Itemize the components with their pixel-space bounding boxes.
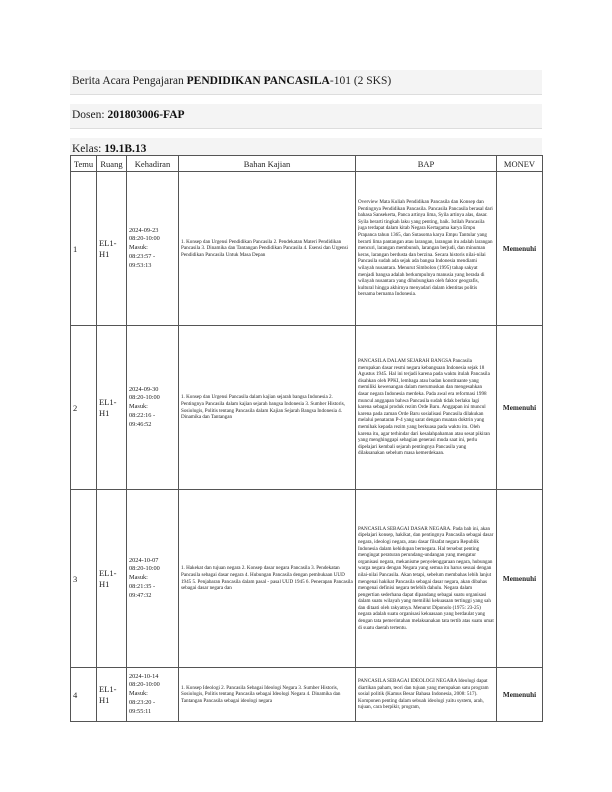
temu-cell: 2 [71, 326, 97, 490]
kehadiran-masuk-label: Masuk: [129, 690, 148, 698]
kehadiran-masuk: 08:21:35 - [129, 582, 156, 590]
title-prefix: Berita Acara Pengajaran [72, 75, 187, 87]
kehadiran-date: 2024-09-23 [129, 226, 159, 234]
course-title-line [70, 70, 542, 95]
table-row [71, 326, 543, 490]
kehadiran-masuk-label: Masuk: [129, 403, 148, 411]
title-suffix: -101 (2 SKS) [329, 75, 392, 87]
kehadiran-cell [127, 668, 179, 722]
kehadiran-cell [127, 326, 179, 490]
bap-cell [356, 326, 497, 490]
kelas-label: Kelas: [72, 143, 105, 155]
bap-cell [356, 668, 497, 722]
bap-cell [356, 490, 497, 668]
dosen-line [70, 104, 542, 129]
bap-text: Overview Mata Kuliah Pendidikan Pancasila dan Konsep dan Pentingnya Pendidikan Pancasila. Pancasila Pancasila berasal dari bahasa Sansekerta, Panca artinya lima, Syila artinya alas, dasar. Syila berarti tingkah laku yang penting, baik. Istilah Pancasila juga terdapat dalam kitab Negara Kertagama karya Empu Prapanca tahun 1365, dan Sutasoma karya Empu Tantular yang berarti lima pantangan atau larangan, larangan itu adalah larangan mencuri, larangan membunuh, larangan berjudi, dan minuman keras, larangan berdusta dan berzina. Secara historis nilai-nilai Pancasila sudah ada sejak ada bangsa Indonesia mendiami wilayah nusantara. Menurut Simbolon (1995) tahap sakyat menjadi bangsa adalah berkumpulnya manusia yang berada di wilayah nusantara yang dihubungkan oleh faktor geografis, kultural hingga akhirnya menyadari dalam identitas politis bersama bernama Indonesia. [358, 199, 493, 298]
kelas-value: 19.1B.13 [104, 143, 147, 155]
table-header-row [71, 156, 543, 172]
kehadiran-keluar: 09:47:32 [129, 591, 152, 599]
monev-cell: Memenuhi [497, 490, 543, 668]
bahan-kajian-cell: 1. Konsep dan Urgensi Pendidikan Pancasila 2. Pendekatan Materi Pendidikan Pancasila 3. Dinamika dan Tantangan Pendidikan Pancasila 4. Esensi dan Urgensi Pendidikan Pancasila Untuk Masa Depan [179, 172, 356, 326]
kehadiran-time: 08:20-10:00 [129, 235, 160, 243]
dosen-label: Dosen: [72, 109, 108, 121]
ruang-cell: EL1-H1 [97, 326, 127, 490]
dosen-value: 201803006-FAP [107, 109, 185, 121]
bap-text: PANCASILA SEBAGAI DASAR NEGARA. Pada bab ini, akan dipelajari konsep, hakikat, dan pentingnya Pancasila sebagai dasar negara, ideologi negara, atau dasar filsafat negara Republik Indonesia dalam kehidupan bernegara. Hal tersebut penting mengingat peraturan perundang-undangan yang mengatur organisasi negara, mekanisme penyelenggaraan negara, hubungan warga negara dengan Negara yang semua itu harus sesuai dengan nilai-nilai Pancasila. Akan tetapi, sebelum membahas lebih lanjut mengenai hakikat Pancasila sebagai dasar negara, akan dibahas mengenai definisi negara terlebih dahulu. Negara dalam pengertian sederhana dapat dipandang sebagai suatu organisasi dalam suatu wilayah yang memiliki kekuasaan tertinggi yang sah dan ditaati oleh rakyatnya. Menurut Diponolo (1975: 23-25) negara adalah suatu organisasi kekuasaan yang berdaulat yang dengan tata pemerintahan melaksanakan tata tertib atas suatu umat di suatu daerah tertentu. [358, 525, 494, 631]
table-row [71, 668, 543, 722]
kehadiran-date: 2024-09-30 [129, 385, 159, 393]
ruang-cell: EL1-H1 [97, 668, 127, 722]
kehadiran-cell [127, 172, 179, 326]
kehadiran-masuk-label: Masuk: [129, 574, 148, 582]
course-name: PENDIDIKAN PANCASILA [186, 75, 330, 87]
kehadiran-cell [127, 490, 179, 668]
bap-text: PANCASILA DALAM SEJARAH BANGSA Pancasila merupakan dasar resmi negara kebangsaan Indonesia sejak 18 Agustus 1945. Hal ini terjadi karena pada waktu itulah Pancasila disahkan oleh PPKI, lembaga atau badan konstituante yang memiliki kewenangan dalam merumuskan dan mengesahkan dasar negara Indonesia merdeka. Pada awal era reformasi 1998 muncul anggapan bahwa Pancasila sudah tidak berlaku lagi karena sebagai produk rezim Orde Baru. Anggapan ini muncul karena pada zaman Orde Baru sosialisasi Pancasila dilakukan melalui penataran P-4 yang sarat dengan muatan doktrin yang memihak kepada rezim yang berkuasa pada waktu itu. Oleh karena itu, agar terhindar dari kesalahpahaman atau sesat pikiran yang menghinggapi sebagian generasi muda saat ini, perlu dipelajari kembali sejarah pentingnya Pancasila yang dilaksanakan sebelum masa kemerdekaan. [358, 358, 490, 457]
bap-cell [356, 172, 497, 326]
bahan-kajian-cell: 1. Konsep Ideologi 2. Pancasila Sebagai Ideologi Negara 3. Sumber Historis, Sosiologis, Politis tentang Pancasila sebagai Ideologi Negara 4. Dinamika dan Tantangan Pancasila sebagai ideologi negara [179, 668, 356, 722]
bap-text: PANCASILA SEBAGAI IDEOLOGI NEGARA Ideologi dapat diartikan paham, teori dan tujuan yang merupakan satu program sosial politik (Kamus Besar Bahasa Indonesia, 2008: 517). Komponen penting dalam sebuah ideologi yaitu system, arah, tujuan, cara berpikir, program, [358, 678, 489, 711]
kehadiran-time: 08:20-10:00 [129, 681, 160, 689]
temu-cell: 1 [71, 172, 97, 326]
bahan-kajian-cell: 1. Hakekat dan tujuan negara 2. Konsep dasar negara Pancasila 3. Pendekatan Pancasila sebagai dasar negara 4. Hubungan Pancasila dengan pembukaan UUD 1945 5. Penjabaran Pancasila dalam pasal - pasal UUD 1945 6. Penerapan Pancasila sebagai dasar negara dan [179, 490, 356, 668]
kehadiran-masuk: 08:23:57 - [129, 252, 156, 260]
kehadiran-keluar: 09:55:11 [129, 707, 152, 715]
kehadiran-date: 2024-10-14 [129, 672, 159, 680]
col-monev: MONEV [497, 156, 543, 172]
kehadiran-date: 2024-10-07 [129, 556, 159, 564]
monev-cell: Memenuhi [497, 326, 543, 490]
col-ruang: Ruang [97, 156, 127, 172]
col-temu: Temu [71, 156, 97, 172]
kehadiran-masuk-label: Masuk: [129, 244, 148, 252]
bap-table [70, 155, 543, 722]
monev-cell: Memenuhi [497, 668, 543, 722]
kehadiran-time: 08:20-10:00 [129, 565, 160, 573]
col-kehadiran: Kehadiran [127, 156, 179, 172]
kehadiran-time: 08:20-10:00 [129, 394, 160, 402]
ruang-cell: EL1-H1 [97, 490, 127, 668]
kehadiran-keluar: 09:46:52 [129, 420, 152, 428]
kehadiran-masuk: 08:23:20 - [129, 698, 156, 706]
bahan-kajian-cell: 1. Konsep dan Urgensi Pancasila dalam kajian sejarah bangsa Indonesia 2. Pentingnya Pancasila dalam kajian sejarah bangsa Indonesia 3. Sumber Historis, Sosiologis, Politis tentang Pancasila dalam Kajian Sejarah Bangsa Indonesia 4. Dinamika dan Tantangan [179, 326, 356, 490]
temu-cell: 4 [71, 668, 97, 722]
table-row [71, 172, 543, 326]
ruang-cell: EL1-H1 [97, 172, 127, 326]
kehadiran-masuk: 08:22:16 - [129, 411, 156, 419]
col-bahan-kajian: Bahan Kajian [179, 156, 356, 172]
col-bap: BAP [356, 156, 497, 172]
table-row [71, 490, 543, 668]
monev-cell: Memenuhi [497, 172, 543, 326]
kehadiran-keluar: 09:53:13 [129, 261, 152, 269]
temu-cell: 3 [71, 490, 97, 668]
